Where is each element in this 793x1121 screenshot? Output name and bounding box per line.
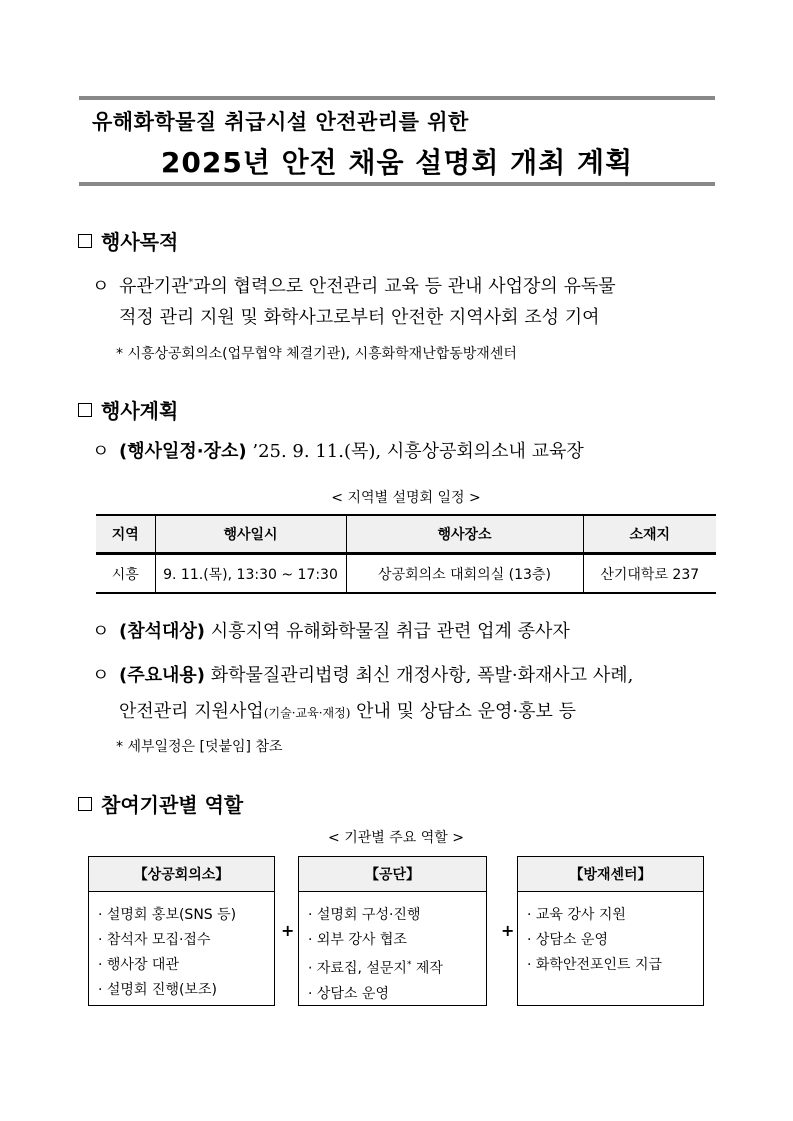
bullet-circle-icon: ㅇ	[92, 665, 110, 686]
checkbox-square-icon	[78, 234, 92, 248]
plan-footnote: * 세부일정은 [덧붙임] 참조	[116, 739, 283, 755]
purpose-bullet	[92, 268, 616, 302]
role-list	[518, 892, 703, 978]
list-item: · 행사장 대관	[98, 957, 179, 973]
list-item: · 상담소 운영	[527, 932, 608, 948]
table-row	[96, 554, 716, 594]
list-item: · 설명회 구성·진행	[308, 907, 421, 923]
table-header-cell: 지역	[96, 515, 155, 554]
role-box-title: 【공단】	[299, 857, 486, 892]
table-cell: 9. 11.(목), 13:30 ~ 17:30	[155, 554, 346, 594]
role-box-disaster-center	[517, 856, 704, 1006]
section-heading-plan	[78, 395, 178, 424]
list-item-text: 제작	[411, 960, 443, 977]
list-item: · 교육 강사 지원	[527, 907, 626, 923]
content-continuation	[119, 697, 576, 723]
schedule-bullet	[92, 436, 584, 467]
roles-caption: < 기관별 주요 역할 >	[328, 830, 464, 846]
schedule-table	[96, 514, 716, 594]
list-item: · 상담소 운영	[308, 985, 389, 1002]
content-small-text: (기술·교육·재정)	[263, 706, 351, 720]
role-box-agency	[298, 856, 487, 1006]
bullet-circle-icon: ㅇ	[92, 276, 110, 297]
role-list	[299, 892, 486, 1007]
section-heading-label: 행사목적	[101, 230, 179, 254]
content-text: 안내 및 상담소 운영·홍보 등	[356, 701, 576, 722]
table-header-cell: 행사장소	[346, 515, 583, 554]
footnote-mark: *	[406, 960, 412, 970]
list-item: · 화학안전포인트 지급	[527, 957, 663, 973]
list-item: · 설명회 홍보(SNS 등)	[98, 907, 237, 923]
checkbox-square-icon	[78, 797, 92, 811]
list-item: · 외부 강사 협조	[308, 932, 407, 948]
role-box-title: 【방재센터】	[518, 857, 703, 892]
table-cell: 시흥	[96, 554, 155, 594]
role-box-chamber	[88, 856, 275, 1006]
table-header-cell: 소재지	[583, 515, 716, 554]
footnote-mark: *	[188, 278, 194, 288]
section-heading-label: 행사계획	[101, 399, 179, 423]
role-box-title: 【상공회의소】	[89, 857, 274, 892]
list-item: · 설명회 진행(보조)	[98, 982, 217, 998]
checkbox-square-icon	[78, 403, 92, 417]
purpose-continuation: 적정 관리 지원 및 화학사고로부터 안전한 지역사회 조성 기여	[119, 307, 600, 328]
bullet-text: ’25. 9. 11.(목), 시흥상공회의소내 교육장	[252, 441, 584, 462]
document-title: 2025년 안전 채움 설명회 개최 계획	[160, 146, 634, 179]
plus-sign: +	[501, 921, 515, 940]
plus-sign: +	[281, 921, 295, 940]
section-heading-purpose	[78, 226, 178, 255]
table-caption: < 지역별 설명회 일정 >	[331, 490, 481, 506]
bullet-label: (참석대상)	[119, 621, 206, 642]
purpose-footnote: * 시흥상공회의소(업무협약 체결기관), 시흥화학재난합동방재센터	[116, 346, 517, 362]
list-item	[308, 953, 486, 982]
document-subtitle: 유해화학물질 취급시설 안전관리를 위한	[92, 110, 469, 134]
purpose-text: 과의 협력으로 안전관리 교육 등 관내 사업장의 유독물	[193, 276, 616, 297]
table-cell: 상공회의소 대회의실 (13층)	[346, 554, 583, 594]
list-item: · 참석자 모집·접수	[98, 932, 211, 948]
bullet-label: (행사일정·장소)	[119, 441, 247, 462]
content-text: 안전관리 지원사업	[119, 701, 264, 722]
section-heading-roles	[78, 789, 243, 818]
section-heading-label: 참여기관별 역할	[101, 793, 244, 817]
purpose-text: 유관기관	[119, 276, 189, 297]
table-header-cell: 행사일시	[155, 515, 346, 554]
list-item-text: · 자료집, 설문지	[308, 960, 407, 977]
bullet-text: 시흥지역 유해화학물질 취급 관련 업계 종사자	[210, 621, 570, 642]
target-bullet	[92, 616, 570, 647]
bullet-text: 화학물질관리법령 최신 개정사항, 폭발·화재사고 사례,	[210, 665, 634, 686]
table-header-row	[96, 515, 716, 554]
bullet-label: (주요내용)	[119, 665, 206, 686]
bullet-circle-icon: ㅇ	[92, 621, 110, 642]
content-bullet	[92, 660, 633, 691]
table-cell: 산기대학로 237	[583, 554, 716, 594]
bullet-circle-icon: ㅇ	[92, 441, 110, 462]
role-list	[89, 892, 274, 1003]
